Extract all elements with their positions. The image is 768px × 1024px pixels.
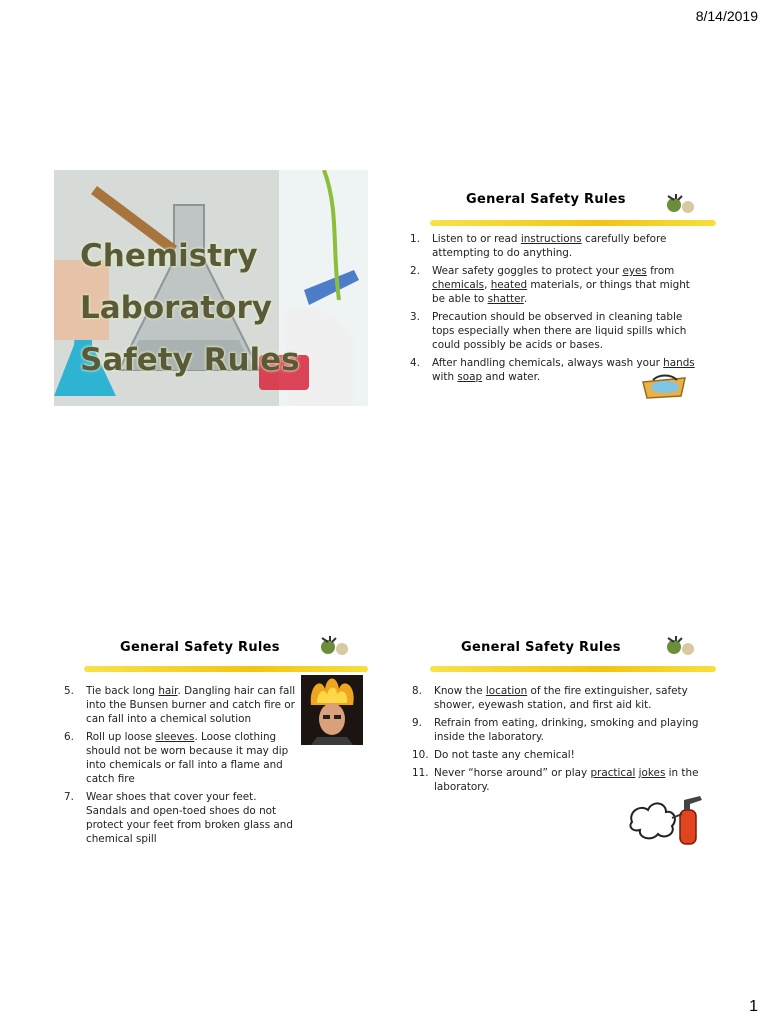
rule-text: materials, or things that might be able to xyxy=(432,279,690,305)
title-slide-image xyxy=(54,170,368,406)
rule-item xyxy=(410,232,700,260)
slide-title: General Safety Rules xyxy=(120,640,280,655)
cartoon-scientist-icon xyxy=(318,634,352,660)
rule-number: 2. xyxy=(410,265,420,277)
rules-list xyxy=(64,684,300,850)
rule-text: of the fire extinguisher, safety shower, eyewash station, and first aid kit. xyxy=(434,685,688,711)
rule-keyword: heated xyxy=(490,279,528,291)
rule-number: 6. xyxy=(64,731,74,743)
rule-number: 7. xyxy=(64,791,74,803)
rule-number: 11. xyxy=(412,767,429,779)
rule-number: 1. xyxy=(410,233,420,245)
rule-keyword: shatter xyxy=(487,293,524,305)
page-date: 8/14/2019 xyxy=(695,8,758,24)
title-line: Safety Rules xyxy=(80,342,300,378)
cartoon-scientist-icon xyxy=(664,192,698,218)
rule-item xyxy=(64,730,300,786)
rule-text: carefully before attempting to do anything. xyxy=(432,233,667,259)
rule-keyword: chemicals xyxy=(432,279,485,291)
rule-keyword: hair xyxy=(158,685,178,697)
rules-list xyxy=(410,232,700,388)
rule-number: 10. xyxy=(412,749,429,761)
rule-text: Refrain from eating, drinking, smoking and playing inside the laboratory. xyxy=(434,717,699,743)
rule-text: Listen to or read xyxy=(432,233,521,245)
rule-keyword: soap xyxy=(457,371,483,383)
rule-text: with xyxy=(432,371,458,383)
title-line: Laboratory xyxy=(80,290,272,326)
rule-text: . xyxy=(523,293,528,305)
rule-text: Wear safety goggles to protect your xyxy=(432,265,623,277)
rule-keyword: eyes xyxy=(622,265,647,277)
fire-extinguisher-icon xyxy=(628,792,710,848)
slide-title: General Safety Rules xyxy=(466,192,626,207)
rule-number: 4. xyxy=(410,357,420,369)
rule-item xyxy=(64,790,300,846)
title-line: Chemistry xyxy=(80,238,258,274)
cartoon-scientist-icon xyxy=(664,634,698,660)
rule-keyword: jokes xyxy=(638,767,666,779)
yellow-brush-underline xyxy=(430,666,716,672)
rule-item xyxy=(412,766,704,794)
yellow-brush-underline xyxy=(84,666,368,672)
slide-title: General Safety Rules xyxy=(461,640,621,655)
rule-item xyxy=(412,684,704,712)
rule-keyword: practical xyxy=(590,767,636,779)
rule-item xyxy=(410,264,700,306)
rule-text: and water. xyxy=(482,371,541,383)
rule-text: Tie back long xyxy=(86,685,159,697)
hand-washing-icon xyxy=(641,372,687,400)
rule-text: Roll up loose xyxy=(86,731,156,743)
rule-keyword: hands xyxy=(663,357,695,369)
rules-list xyxy=(412,684,704,798)
yellow-brush-underline xyxy=(430,220,716,226)
rule-text: Do not taste any chemical! xyxy=(434,749,575,761)
rule-item xyxy=(64,684,300,726)
burning-hair-man-image xyxy=(301,675,363,745)
rule-text: Wear shoes that cover your feet. Sandals and open-toed shoes do not protect your feet from broken glass and chemical spill xyxy=(86,791,293,845)
title-slide-heading xyxy=(80,230,300,386)
rule-keyword: location xyxy=(485,685,528,697)
rule-text: Know the xyxy=(434,685,486,697)
rule-number: 3. xyxy=(410,311,420,323)
rule-text: from xyxy=(646,265,675,277)
rule-text: Precaution should be observed in cleaning table tops especially when there are liquid spills which could possibly be acids or bases. xyxy=(432,311,687,351)
rule-text: . Loose clothing should not be worn because it may dip into chemicals or fall into a flame and catch fire xyxy=(86,731,289,785)
rule-text: After handling chemicals, always wash your xyxy=(432,357,664,369)
rule-text: in the laboratory. xyxy=(434,767,699,793)
rule-number: 8. xyxy=(412,685,422,697)
rule-text: , xyxy=(484,279,491,291)
rule-keyword: sleeves xyxy=(155,731,195,743)
rule-item xyxy=(412,748,704,762)
page-number: 1 xyxy=(749,998,758,1015)
rule-item xyxy=(412,716,704,744)
rule-text: . Dangling hair can fall into the Bunsen burner and catch fire or can fall into a chemical solution xyxy=(86,685,296,725)
rule-keyword: instructions xyxy=(520,233,582,245)
rule-number: 9. xyxy=(412,717,422,729)
rule-text: Never “horse around” or play xyxy=(434,767,591,779)
rule-item xyxy=(410,310,700,352)
rule-number: 5. xyxy=(64,685,74,697)
